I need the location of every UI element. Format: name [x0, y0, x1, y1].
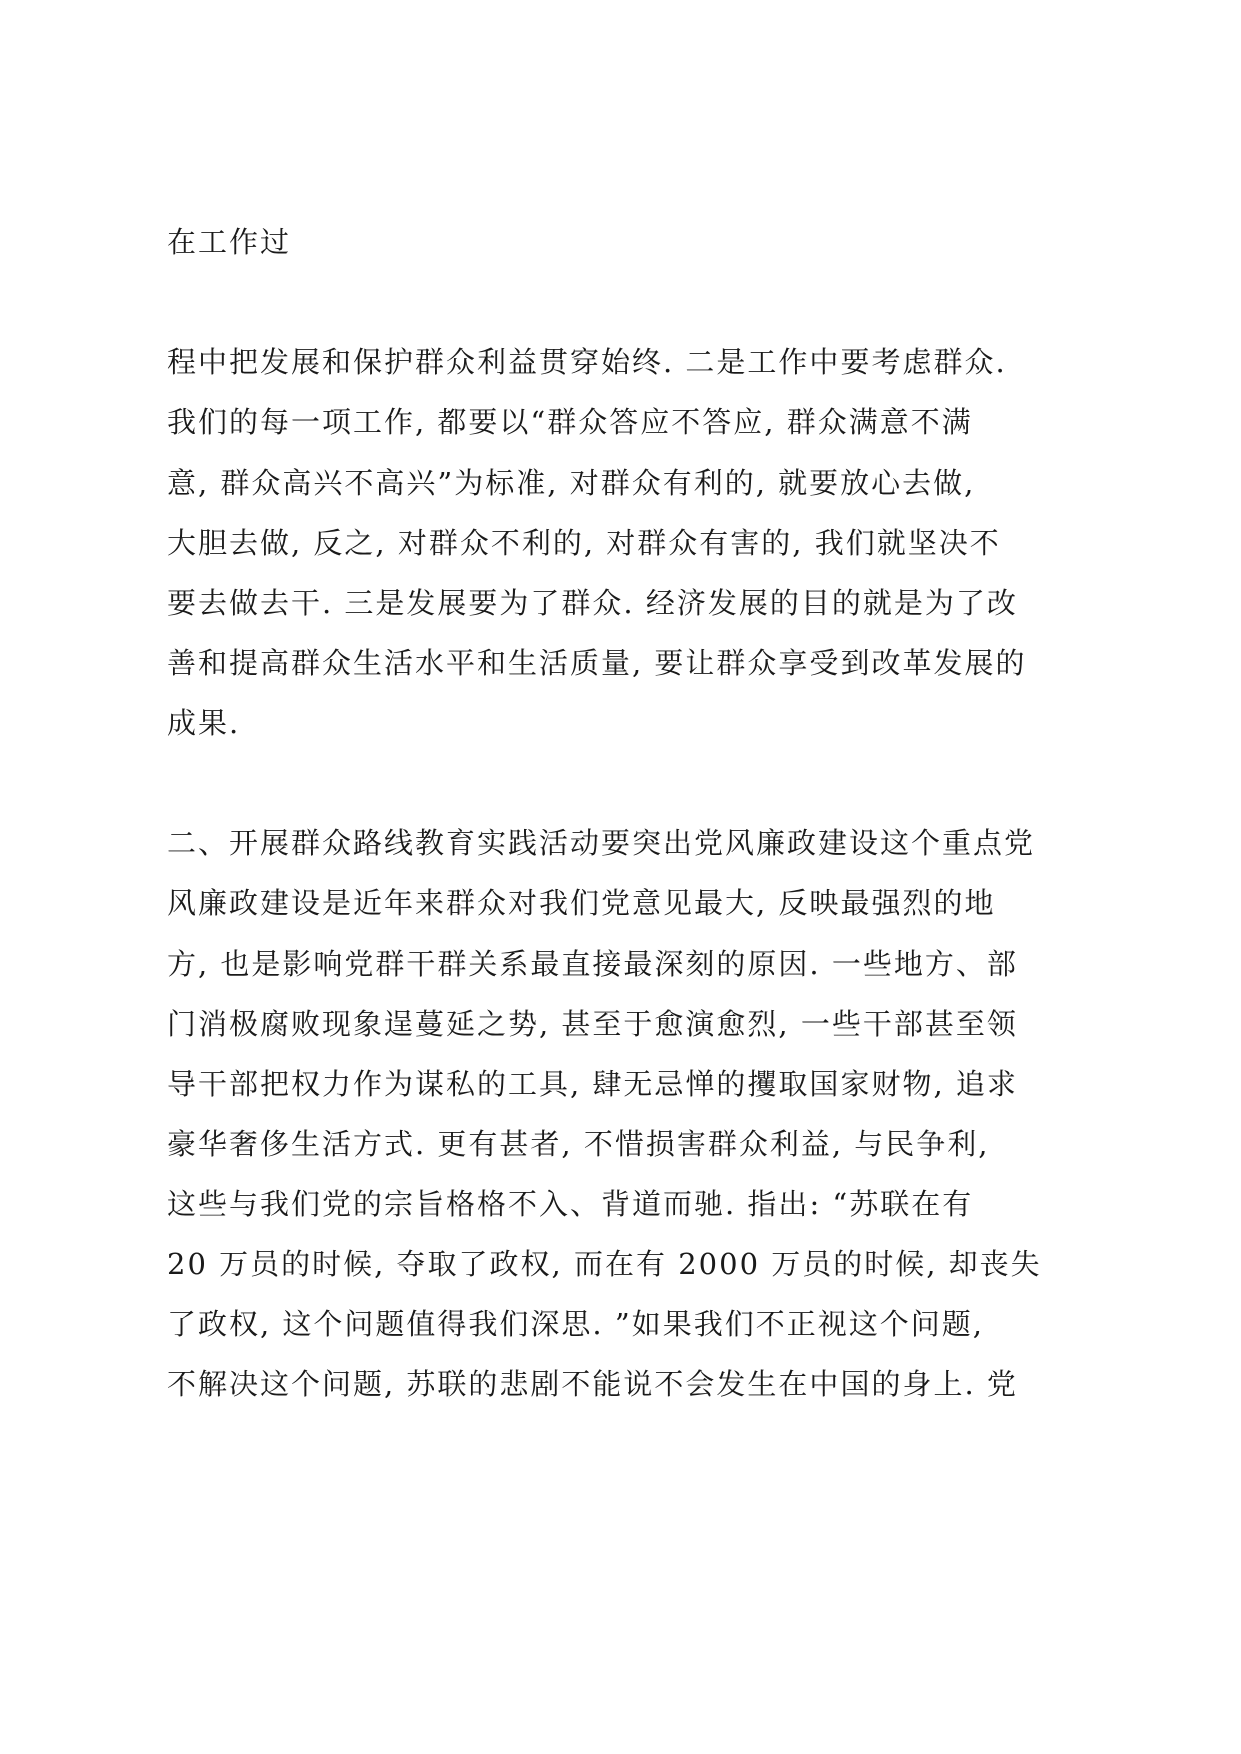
text-line-7: 善和提高群众生活水平和生活质量, 要让群众享受到改革发展的 — [167, 646, 1027, 680]
text-line-18: 不解决这个问题, 苏联的悲剧不能说不会发生在中国的身上. 党 — [167, 1367, 1018, 1401]
text-line-8: 成果. — [167, 706, 241, 740]
text-line-9: 二、开展群众路线教育实践活动要突出党风廉政建设这个重点党 — [167, 826, 1036, 860]
text-line-6: 要去做去干. 三是发展要为了群众. 经济发展的目的就是为了改 — [167, 586, 1018, 620]
text-line-14: 豪华奢侈生活方式. 更有甚者, 不惜损害群众利益, 与民争利, — [167, 1127, 990, 1161]
text-line-4: 意, 群众高兴不高兴”为标准, 对群众有利的, 就要放心去做, — [167, 466, 976, 500]
text-line-13: 导干部把权力作为谋私的工具, 肆无忌惮的攫取国家财物, 追求 — [167, 1067, 1018, 1101]
text-line-2: 程中把发展和保护群众利益贯穿始终. 二是工作中要考虑群众. — [167, 345, 1007, 379]
text-line-12: 门消极腐败现象逞蔓延之势, 甚至于愈演愈烈, 一些干部甚至领 — [167, 1007, 1018, 1041]
text-line-11: 方, 也是影响党群干群关系最直接最深刻的原因. 一些地方、部 — [167, 947, 1018, 981]
text-line-10: 风廉政建设是近年来群众对我们党意见最大, 反映最强烈的地 — [167, 886, 996, 920]
text-line-3: 我们的每一项工作, 都要以“群众答应不答应, 群众满意不满 — [167, 405, 973, 439]
text-line-5: 大胆去做, 反之, 对群众不利的, 对群众有害的, 我们就坚决不 — [167, 526, 1001, 560]
text-line-17: 了政权, 这个问题值得我们深思. ”如果我们不正视这个问题, — [167, 1307, 984, 1341]
text-line-15: 这些与我们党的宗旨格格不入、背道而驰. 指出: “苏联在有 — [167, 1187, 974, 1221]
text-line-1: 在工作过 — [167, 225, 292, 259]
text-line-16: 20 万员的时候, 夺取了政权, 而在有 2000 万员的时候, 却丧失 — [167, 1247, 1042, 1281]
